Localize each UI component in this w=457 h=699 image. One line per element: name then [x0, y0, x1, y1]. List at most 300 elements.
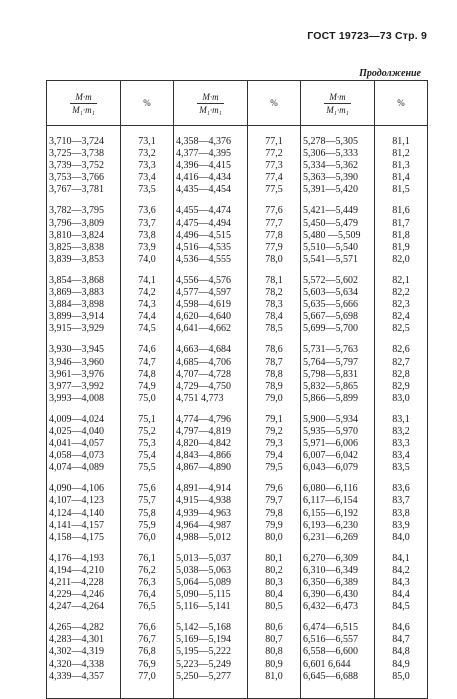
- ratio-range-cell: 3,725—3,738: [49, 148, 104, 160]
- percent-cell: 81,1: [392, 136, 410, 147]
- ratio-range-cell: 6,432—6,473: [303, 601, 358, 613]
- percent-cell: 75,6: [138, 483, 156, 495]
- percent-cell: 80,0: [265, 531, 283, 543]
- ratio-block: [174, 414, 247, 474]
- percent-cell: 83,5: [392, 462, 410, 474]
- ratio-range-cell: 6,645—6,688: [303, 670, 358, 682]
- ratio-range-cell: 5,635—5,666: [303, 299, 358, 311]
- ratio-block: [301, 136, 374, 196]
- percent-block: [121, 622, 173, 682]
- percent-cell: 73,6: [138, 205, 156, 217]
- percent-block: [248, 344, 300, 404]
- ratio-range-cell: 4,302—4,319: [49, 646, 104, 658]
- percent-cell: 82,6: [392, 344, 410, 356]
- percent-cell: 79,5: [265, 462, 283, 474]
- ratio-range-cell: 5,363—5,390: [303, 172, 358, 184]
- percent-cell: 74,6: [138, 344, 156, 356]
- ratio-block: [301, 205, 374, 265]
- percent-cell: 81,9: [392, 241, 410, 253]
- ratio-range-cell: 5,541—5,571: [303, 253, 358, 265]
- percent-cell: 80,5: [265, 601, 283, 613]
- ratio-range-cell: 4,141—4,157: [49, 519, 104, 531]
- percent-cell: 74,7: [138, 356, 156, 368]
- ratio-range-cell: 5,250—5,277: [176, 670, 231, 682]
- percent-cell: 77,2: [265, 148, 283, 160]
- ratio-range-cell: 5,450—5,479: [303, 217, 358, 229]
- ratio-range-cell: 4,496—4,515: [176, 229, 231, 241]
- percent-block: [121, 414, 173, 474]
- percent-column-3: [375, 136, 428, 692]
- table-header-row: [47, 81, 428, 126]
- percent-block: [375, 483, 427, 543]
- ratio-block: [47, 275, 120, 335]
- ratio-range-cell: 3,946—3,960: [49, 356, 104, 368]
- percent-cell: 77,5: [265, 184, 283, 196]
- ratio-range-cell: 5,764—5,797: [303, 356, 358, 368]
- ratio-block: [47, 553, 120, 613]
- percent-cell: 82,1: [392, 274, 410, 286]
- ratio-range-cell: 5,142—5,168: [176, 622, 231, 634]
- percent-cell: 84,5: [392, 601, 410, 613]
- ratio-block: [174, 622, 247, 682]
- ratio-range-cell: 4,041—4,057: [49, 438, 104, 450]
- percent-cell: 75,9: [138, 519, 156, 531]
- ratio-range-cell: 3,899—3,914: [49, 311, 104, 323]
- percent-cell: 84,7: [392, 634, 410, 646]
- header-percent-3: %: [375, 81, 428, 126]
- ratio-range-cell: 4,455—4,474: [176, 205, 231, 217]
- ratio-range-cell: 4,516—4,535: [176, 241, 231, 253]
- percent-cell: 80,1: [265, 552, 283, 564]
- header-ratio-1: $\frac{M\cdot m}{\text{M₁·m₁}}$: [47, 81, 121, 126]
- percent-cell: 74,4: [138, 311, 156, 323]
- percent-cell: 81,6: [392, 205, 410, 217]
- ratio-range-cell: 4,988—5,012: [176, 531, 231, 543]
- percent-cell: 82,0: [392, 253, 410, 265]
- ratio-range-cell: 4,598—4,619: [176, 299, 231, 311]
- percent-cell: 84,8: [392, 646, 410, 658]
- ratio-block: [47, 344, 120, 404]
- ratio-range-cell: 3,854—3,868: [49, 274, 104, 286]
- percent-cell: 78,5: [265, 323, 283, 335]
- percent-cell: 79,3: [265, 438, 283, 450]
- ratio-block: [301, 344, 374, 404]
- ratio-range-cell: 4,377—4,395: [176, 148, 231, 160]
- percent-cell: 78,1: [265, 274, 283, 286]
- percent-cell: 74,8: [138, 368, 156, 380]
- percent-block: [375, 414, 427, 474]
- percent-cell: 84,9: [392, 658, 410, 670]
- percent-block: [375, 136, 427, 196]
- ratio-block: [301, 553, 374, 613]
- ratio-range-cell: 5,038—5,063: [176, 564, 231, 576]
- header-ratio-3: $\frac{M\cdot m}{\text{M₁·m₁}}$: [301, 81, 375, 126]
- ratio-range-cell: 5,223—5,249: [176, 658, 231, 670]
- ratio-range-cell: 4,339—4,357: [49, 670, 104, 682]
- ratio-range-cell: 3,930—3,945: [49, 344, 104, 356]
- percent-block: [248, 205, 300, 265]
- percent-cell: 74,5: [138, 323, 156, 335]
- percent-cell: 78,9: [265, 380, 283, 392]
- percent-cell: 79,7: [265, 495, 283, 507]
- percent-cell: 75,5: [138, 462, 156, 474]
- percent-cell: 82,2: [392, 287, 410, 299]
- percent-cell: 83,1: [392, 413, 410, 425]
- ratio-range-cell: 3,961—3,976: [49, 368, 104, 380]
- ratio-range-cell: 5,169—5,194: [176, 634, 231, 646]
- ratio-range-cell: 6,043—6,079: [303, 462, 358, 474]
- percent-cell: 73,4: [138, 172, 156, 184]
- ratio-column-2: [174, 136, 248, 692]
- ratio-range-cell: 4,536—4,555: [176, 253, 231, 265]
- percent-cell: 79,2: [265, 425, 283, 437]
- page-header: ГОСТ 19723—73 Стр. 9: [307, 30, 427, 42]
- ratio-block: [174, 205, 247, 265]
- ratio-range-cell: 5,510—5,540: [303, 241, 358, 253]
- percent-cell: 81,8: [392, 229, 410, 241]
- percent-cell: 76,6: [138, 622, 156, 634]
- ratio-range-cell: 3,993—4,008: [49, 392, 104, 404]
- percent-block: [248, 136, 300, 196]
- percent-cell: 79,9: [265, 519, 283, 531]
- percent-cell: 80,3: [265, 577, 283, 588]
- percent-cell: 80,9: [265, 658, 283, 670]
- ratio-range-cell: 4,475—4,494: [176, 217, 231, 229]
- ratio-range-cell: 6,155—6,192: [303, 507, 358, 519]
- ratio-range-cell: 5,013—5,037: [176, 552, 231, 564]
- percent-cell: 75,2: [138, 425, 156, 437]
- percent-cell: 74,0: [138, 253, 156, 265]
- percent-cell: 82,9: [392, 380, 410, 392]
- ratio-range-cell: 4,663—4,684: [176, 344, 231, 356]
- ratio-range-cell: 3,739—3,752: [49, 160, 104, 172]
- percent-cell: 73,8: [138, 229, 156, 241]
- ratio-range-cell: 5,195—5,222: [176, 646, 231, 658]
- ratio-range-cell: 5,699—5,700: [303, 323, 358, 335]
- ratio-range-cell: 5,391—5,420: [303, 184, 358, 196]
- percent-cell: 81,0: [265, 670, 283, 682]
- ratio-range-cell: 4,729—4,750: [176, 380, 231, 392]
- ratio-range-cell: 4,707—4,728: [176, 368, 231, 380]
- ratio-block: [47, 136, 120, 196]
- ratio-range-cell: 4,158—4,175: [49, 531, 104, 543]
- ratio-block: [174, 553, 247, 613]
- percent-cell: 84,1: [392, 552, 410, 564]
- ratio-range-cell: 4,939—4,963: [176, 507, 231, 519]
- percent-block: [121, 275, 173, 335]
- ratio-range-cell: 5,731—5,763: [303, 344, 358, 356]
- percent-cell: 73,5: [138, 184, 156, 196]
- ratio-block: [47, 483, 120, 543]
- percent-cell: 77,6: [265, 205, 283, 217]
- ratio-range-cell: 4,211—4,228: [49, 577, 104, 588]
- header-percent-1: %: [121, 81, 174, 126]
- ratio-range-cell: 6,516—6,557: [303, 634, 358, 646]
- ratio-range-cell: 3,839—3,853: [49, 253, 104, 265]
- ratio-range-cell: 5,421—5,449: [303, 205, 358, 217]
- ratio-block: [47, 414, 120, 474]
- percent-cell: 83,0: [392, 392, 410, 404]
- percent-cell: 73,3: [138, 160, 156, 172]
- percent-cell: 74,2: [138, 287, 156, 299]
- ratio-range-cell: 4,009—4,024: [49, 413, 104, 425]
- ratio-range-cell: 5,832—5,865: [303, 380, 358, 392]
- ratio-range-cell: 6,350—6,389: [303, 577, 358, 588]
- percent-cell: 80,8: [265, 646, 283, 658]
- percent-cell: 82,5: [392, 323, 410, 335]
- percent-cell: 83,8: [392, 507, 410, 519]
- percent-cell: 73,1: [138, 136, 156, 147]
- percent-cell: 84,0: [392, 531, 410, 543]
- ratio-range-cell: 6,231—6,269: [303, 531, 358, 543]
- percent-block: [375, 205, 427, 265]
- percent-cell: 81,3: [392, 160, 410, 172]
- ratio-column-1: [47, 136, 121, 692]
- ratio-range-cell: 6,117—6,154: [303, 495, 358, 507]
- table-body-row: [47, 136, 428, 692]
- percent-cell: 81,5: [392, 184, 410, 196]
- continuation-label: Продолжение: [359, 68, 421, 79]
- ratio-range-cell: 4,074—4,089: [49, 462, 104, 474]
- percent-cell: 84,3: [392, 577, 410, 588]
- ratio-block: [47, 205, 120, 265]
- ratio-range-cell: 4,229—4,246: [49, 589, 104, 601]
- ratio-range-cell: 5,603—5,634: [303, 287, 358, 299]
- ratio-block: [174, 483, 247, 543]
- percent-cell: 81,7: [392, 217, 410, 229]
- percent-cell: 73,7: [138, 217, 156, 229]
- ratio-range-cell: 4,577—4,597: [176, 287, 231, 299]
- ratio-range-cell: 4,867—4,890: [176, 462, 231, 474]
- percent-cell: 82,4: [392, 311, 410, 323]
- percent-cell: 74,1: [138, 274, 156, 286]
- percent-block: [375, 275, 427, 335]
- percent-block: [121, 205, 173, 265]
- ratio-range-cell: 6,310—6,349: [303, 564, 358, 576]
- percent-cell: 76,0: [138, 531, 156, 543]
- percent-cell: 84,6: [392, 622, 410, 634]
- percent-cell: 74,9: [138, 380, 156, 392]
- percent-block: [248, 483, 300, 543]
- ratio-range-cell: 5,798—5,831: [303, 368, 358, 380]
- ratio-range-cell: 3,810—3,824: [49, 229, 104, 241]
- ratio-range-cell: 5,306—5,333: [303, 148, 358, 160]
- percent-cell: 76,1: [138, 552, 156, 564]
- ratio-range-cell: 4,416—4,434: [176, 172, 231, 184]
- percent-cell: 75,0: [138, 392, 156, 404]
- percent-cell: 78,2: [265, 287, 283, 299]
- ratio-range-cell: 5,064—5,089: [176, 577, 231, 588]
- percent-cell: 77,9: [265, 241, 283, 253]
- percent-cell: 77,7: [265, 217, 283, 229]
- percent-cell: 81,2: [392, 148, 410, 160]
- ratio-range-cell: 6,474—6,515: [303, 622, 358, 634]
- percent-block: [248, 275, 300, 335]
- percent-cell: 80,7: [265, 634, 283, 646]
- percent-block: [248, 414, 300, 474]
- ratio-range-cell: 4,685—4,706: [176, 356, 231, 368]
- percent-cell: 83,6: [392, 483, 410, 495]
- ratio-range-cell: 5,667—5,698: [303, 311, 358, 323]
- ratio-range-cell: 6,601 6,644: [303, 658, 351, 670]
- percent-column-1: [121, 136, 174, 692]
- percent-cell: 83,3: [392, 438, 410, 450]
- ratio-range-cell: 4,964—4,987: [176, 519, 231, 531]
- percent-cell: 83,2: [392, 425, 410, 437]
- ratio-range-cell: 5,900—5,934: [303, 413, 358, 425]
- ratio-range-cell: 6,270—6,309: [303, 552, 358, 564]
- ratio-range-cell: 4,915—4,938: [176, 495, 231, 507]
- ratio-range-cell: 6,080—6,116: [303, 483, 358, 495]
- percent-cell: 75,8: [138, 507, 156, 519]
- ratio-range-cell: 5,334—5,362: [303, 160, 358, 172]
- percent-cell: 76,9: [138, 658, 156, 670]
- ratio-range-cell: 4,435—4,454: [176, 184, 231, 196]
- percent-block: [248, 553, 300, 613]
- ratio-range-cell: 3,782—3,795: [49, 205, 104, 217]
- ratio-range-cell: 5,935—5,970: [303, 425, 358, 437]
- percent-cell: 76,2: [138, 564, 156, 576]
- ratio-range-cell: 4,058—4,073: [49, 450, 104, 462]
- ratio-range-cell: 3,869—3,883: [49, 287, 104, 299]
- percent-cell: 73,2: [138, 148, 156, 160]
- ratio-range-cell: 4,820—4,842: [176, 438, 231, 450]
- percent-cell: 79,1: [265, 413, 283, 425]
- percent-cell: 78,0: [265, 253, 283, 265]
- percent-cell: 78,7: [265, 356, 283, 368]
- percent-cell: 82,7: [392, 356, 410, 368]
- ratio-block: [174, 344, 247, 404]
- ratio-block: [301, 483, 374, 543]
- ratio-range-cell: 4,124—4,140: [49, 507, 104, 519]
- ratio-range-cell: 5,866—5,899: [303, 392, 358, 404]
- ratio-range-cell: 6,007—6,042: [303, 450, 358, 462]
- ratio-block: [301, 275, 374, 335]
- percent-cell: 76,8: [138, 646, 156, 658]
- ratio-range-cell: 3,753—3,766: [49, 172, 104, 184]
- percent-cell: 83,9: [392, 519, 410, 531]
- percent-cell: 75,4: [138, 450, 156, 462]
- percent-cell: 75,7: [138, 495, 156, 507]
- ratio-block: [47, 622, 120, 682]
- ratio-range-cell: 4,176—4,193: [49, 552, 104, 564]
- ratio-range-cell: 3,915—3,929: [49, 323, 104, 335]
- ratio-range-cell: 4,247—4,264: [49, 601, 104, 613]
- header-percent-2: %: [248, 81, 301, 126]
- percent-cell: 79,6: [265, 483, 283, 495]
- percent-cell: 77,4: [265, 172, 283, 184]
- percent-cell: 80,2: [265, 564, 283, 576]
- ratio-range-cell: 4,194—4,210: [49, 564, 104, 576]
- ratio-range-cell: 3,884—3,898: [49, 299, 104, 311]
- ratio-block: [301, 622, 374, 682]
- ratio-block: [301, 414, 374, 474]
- percent-cell: 73,9: [138, 241, 156, 253]
- ratio-range-cell: 4,396—4,415: [176, 160, 231, 172]
- percent-block: [121, 553, 173, 613]
- ratio-range-cell: 6,558—6,600: [303, 646, 358, 658]
- ratio-range-cell: 5,090—5,115: [176, 589, 231, 601]
- percent-block: [248, 622, 300, 682]
- ratio-range-cell: 4,090—4,106: [49, 483, 104, 495]
- percent-cell: 79,4: [265, 450, 283, 462]
- percent-cell: 80,6: [265, 622, 283, 634]
- percent-cell: 75,3: [138, 438, 156, 450]
- ratio-range-cell: 4,265—4,282: [49, 622, 104, 634]
- percent-cell: 81,4: [392, 172, 410, 184]
- percent-cell: 80,4: [265, 589, 283, 601]
- ratio-range-cell: 4,797—4,819: [176, 425, 231, 437]
- percent-block: [121, 483, 173, 543]
- ratio-range-cell: 3,825—3,838: [49, 241, 104, 253]
- percent-cell: 83,7: [392, 495, 410, 507]
- percent-cell: 85,0: [392, 670, 410, 682]
- ratio-range-cell: 4,320—4,338: [49, 658, 104, 670]
- percent-cell: 77,0: [138, 670, 156, 682]
- percent-cell: 78,8: [265, 368, 283, 380]
- ratio-range-cell: 4,774—4,796: [176, 413, 231, 425]
- percent-cell: 84,4: [392, 589, 410, 601]
- ratio-range-cell: 3,710—3,724: [49, 136, 104, 147]
- ratio-range-cell: 5,971—6,006: [303, 438, 358, 450]
- percent-cell: 82,3: [392, 299, 410, 311]
- ratio-range-cell: 4,556—4,576: [176, 274, 231, 286]
- ratio-range-cell: 6,193—6,230: [303, 519, 358, 531]
- percent-cell: 78,4: [265, 311, 283, 323]
- ratio-range-cell: 4,751 4,773: [176, 392, 224, 404]
- percent-cell: 76,7: [138, 634, 156, 646]
- percent-block: [375, 553, 427, 613]
- percent-cell: 77,1: [265, 136, 283, 147]
- percent-cell: 76,5: [138, 601, 156, 613]
- percent-cell: 77,3: [265, 160, 283, 172]
- percent-column-2: [248, 136, 301, 692]
- percent-cell: 74,3: [138, 299, 156, 311]
- ratio-range-cell: 6,390—6,430: [303, 589, 358, 601]
- conversion-table: [46, 80, 428, 699]
- ratio-range-cell: 4,843—4,866: [176, 450, 231, 462]
- ratio-range-cell: 5,572—5,602: [303, 274, 358, 286]
- percent-cell: 76,4: [138, 589, 156, 601]
- percent-block: [121, 136, 173, 196]
- percent-cell: 78,6: [265, 344, 283, 356]
- percent-cell: 76,3: [138, 577, 156, 588]
- ratio-range-cell: 3,767—3,781: [49, 184, 104, 196]
- ratio-block: [174, 275, 247, 335]
- percent-cell: 83,4: [392, 450, 410, 462]
- ratio-range-cell: 5,116—5,141: [176, 601, 231, 613]
- ratio-range-cell: 5,278—5,305: [303, 136, 358, 147]
- percent-block: [121, 344, 173, 404]
- ratio-range-cell: 5,480 —5,509: [303, 229, 361, 241]
- percent-cell: 79,0: [265, 392, 283, 404]
- ratio-range-cell: 4,283—4,301: [49, 634, 104, 646]
- header-ratio-2: $\frac{M\cdot m}{\text{M₁·m₁}}$: [174, 81, 248, 126]
- ratio-block: [174, 136, 247, 196]
- percent-cell: 78,3: [265, 299, 283, 311]
- ratio-range-cell: 4,620—4,640: [176, 311, 231, 323]
- ratio-range-cell: 4,641—4,662: [176, 323, 231, 335]
- percent-block: [375, 344, 427, 404]
- percent-cell: 75,1: [138, 413, 156, 425]
- ratio-range-cell: 4,891—4,914: [176, 483, 231, 495]
- ratio-range-cell: 4,107—4,123: [49, 495, 104, 507]
- percent-cell: 79,8: [265, 507, 283, 519]
- percent-cell: 77,8: [265, 229, 283, 241]
- ratio-column-3: [301, 136, 375, 692]
- percent-cell: 84,2: [392, 564, 410, 576]
- ratio-range-cell: 3,796—3,809: [49, 217, 104, 229]
